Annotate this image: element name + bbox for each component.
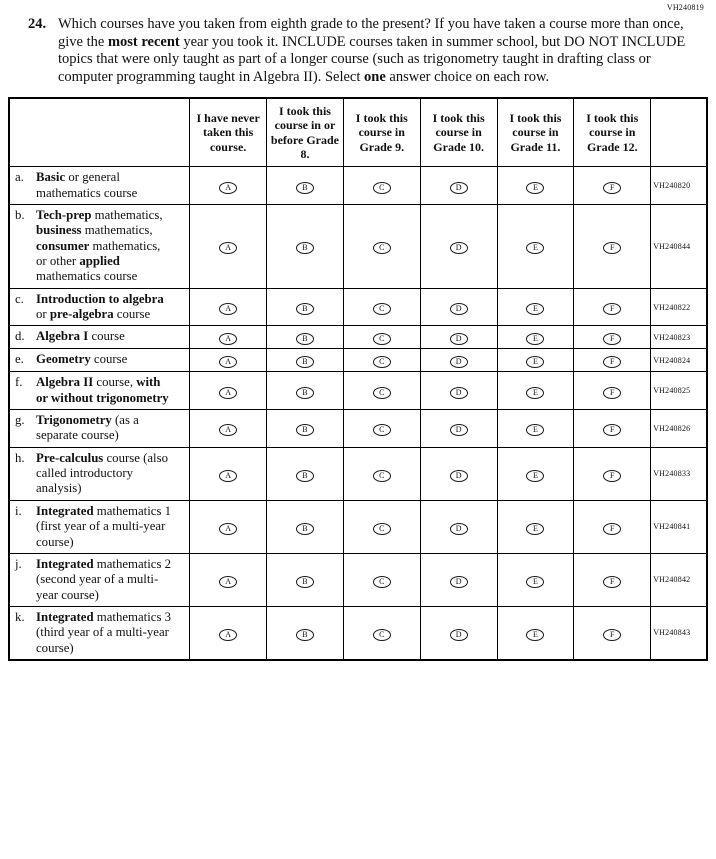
row-accession-code: VH240820 xyxy=(651,167,707,205)
answer-cell xyxy=(497,288,574,326)
answer-bubble-f[interactable]: F xyxy=(603,523,621,535)
text-part: course xyxy=(90,352,128,367)
answer-bubble-d[interactable]: D xyxy=(450,356,468,368)
answer-cell xyxy=(574,410,651,448)
course-label-text xyxy=(36,451,168,496)
text-part: applied xyxy=(79,254,120,269)
text-part: Integrated xyxy=(36,609,94,624)
answer-bubble-d[interactable]: D xyxy=(450,424,468,436)
answer-bubble-d[interactable]: D xyxy=(450,629,468,641)
course-row xyxy=(9,167,707,205)
answer-cell xyxy=(343,553,420,606)
course-label-text xyxy=(36,413,139,442)
answer-bubble-d[interactable]: D xyxy=(450,242,468,254)
course-row xyxy=(9,349,707,372)
answer-cell xyxy=(343,167,420,205)
answer-cell xyxy=(343,606,420,660)
text-part: pre-algebra xyxy=(49,307,114,322)
text-part: with or without trigonometry xyxy=(36,375,169,405)
text-part: course, xyxy=(93,375,137,390)
answer-cell xyxy=(267,553,344,606)
text-part: or general mathematics course xyxy=(36,170,138,200)
answer-cell xyxy=(574,372,651,410)
course-label-cell xyxy=(9,326,190,349)
table-header xyxy=(9,98,707,167)
answer-cell xyxy=(497,500,574,553)
text-part: Tech-prep xyxy=(36,208,92,222)
answer-cell xyxy=(574,205,651,289)
answer-cell xyxy=(190,447,267,500)
answer-cell xyxy=(574,288,651,326)
row-letter: c. xyxy=(15,291,24,306)
answer-bubble-a[interactable]: A xyxy=(219,387,237,399)
row-accession-code: VH240822 xyxy=(651,288,707,326)
column-header-never: I have never taken this course. xyxy=(190,98,267,167)
answer-bubble-c[interactable]: C xyxy=(373,470,391,482)
course-row xyxy=(9,500,707,553)
answer-cell xyxy=(190,500,267,553)
answer-cell xyxy=(343,349,420,372)
answer-cell xyxy=(343,288,420,326)
answer-cell xyxy=(420,410,497,448)
text-part: Geometry xyxy=(36,352,91,367)
answer-cell xyxy=(267,606,344,660)
text-part: or xyxy=(36,307,50,322)
text-part: Which courses have you taken from eighth grade to the present? If you have taken a course more than once, give the xyxy=(58,16,684,50)
answer-bubble-c[interactable]: C xyxy=(373,182,391,194)
answer-bubble-e[interactable]: E xyxy=(526,629,544,641)
text-part: mathematics, xyxy=(91,208,163,222)
text-part: mathematics course xyxy=(36,269,138,284)
row-accession-code: VH240826 xyxy=(651,410,707,448)
text-part: mathematics, or other xyxy=(36,238,161,269)
header-row xyxy=(9,98,707,167)
text-part: Algebra II xyxy=(36,375,94,390)
answer-bubble-d[interactable]: D xyxy=(450,182,468,194)
course-label-text xyxy=(36,170,137,199)
answer-bubble-d[interactable]: D xyxy=(450,333,468,345)
answer-cell xyxy=(190,349,267,372)
answer-bubble-c[interactable]: C xyxy=(373,424,391,436)
answer-bubble-d[interactable]: D xyxy=(450,303,468,315)
answer-cell xyxy=(497,326,574,349)
text-part: Integrated xyxy=(36,556,94,571)
course-label-text xyxy=(36,329,125,343)
row-accession-code: VH240844 xyxy=(651,205,707,289)
answer-bubble-f[interactable]: F xyxy=(603,387,621,399)
answer-bubble-a[interactable]: A xyxy=(219,333,237,345)
answer-bubble-f[interactable]: F xyxy=(603,470,621,482)
answer-cell xyxy=(267,372,344,410)
answer-bubble-a[interactable]: A xyxy=(219,182,237,194)
answer-cell xyxy=(343,410,420,448)
answer-bubble-c[interactable]: C xyxy=(373,387,391,399)
course-label-cell xyxy=(9,372,190,410)
course-label-text xyxy=(36,352,127,366)
row-letter: a. xyxy=(15,170,24,185)
course-label-cell xyxy=(9,288,190,326)
text-part: Integrated xyxy=(36,503,94,518)
answer-bubble-b[interactable]: B xyxy=(296,356,314,368)
answer-cell xyxy=(343,372,420,410)
text-part: one xyxy=(364,69,386,86)
answer-bubble-a[interactable]: A xyxy=(219,629,237,641)
text-part: course xyxy=(113,307,151,322)
course-row xyxy=(9,326,707,349)
answer-cell xyxy=(190,288,267,326)
answer-bubble-e[interactable]: E xyxy=(526,470,544,482)
answer-bubble-a[interactable]: A xyxy=(219,356,237,368)
answer-bubble-e[interactable]: E xyxy=(526,523,544,535)
answer-bubble-a[interactable]: A xyxy=(219,523,237,535)
answer-bubble-e[interactable]: E xyxy=(526,356,544,368)
answer-bubble-a[interactable]: A xyxy=(219,576,237,588)
answer-cell xyxy=(497,205,574,289)
answer-cell xyxy=(190,167,267,205)
answer-bubble-b[interactable]: B xyxy=(296,470,314,482)
answer-bubble-f[interactable]: F xyxy=(603,629,621,641)
question-number: 24. xyxy=(28,16,47,32)
answer-cell xyxy=(574,447,651,500)
answer-bubble-e[interactable]: E xyxy=(526,242,544,254)
answer-cell xyxy=(343,326,420,349)
answer-cell xyxy=(574,606,651,660)
answer-cell xyxy=(267,326,344,349)
answer-bubble-a[interactable]: A xyxy=(219,303,237,315)
text-part: (as a separate course) xyxy=(36,413,139,443)
column-header-grade12: I took this course in Grade 12. xyxy=(574,98,651,167)
answer-bubble-c[interactable]: C xyxy=(373,356,391,368)
column-header-grade10: I took this course in Grade 10. xyxy=(420,98,497,167)
answer-cell xyxy=(574,326,651,349)
row-letter: k. xyxy=(15,609,25,624)
answer-bubble-a[interactable]: A xyxy=(219,470,237,482)
answer-cell xyxy=(420,167,497,205)
course-label-cell xyxy=(9,205,190,289)
course-label-cell xyxy=(9,167,190,205)
course-label-cell xyxy=(9,349,190,372)
row-letter: g. xyxy=(15,413,25,428)
answer-cell xyxy=(343,500,420,553)
answer-bubble-c[interactable]: C xyxy=(373,576,391,588)
answer-bubble-e[interactable]: E xyxy=(526,333,544,345)
course-grid-table xyxy=(8,97,708,661)
row-accession-code: VH240842 xyxy=(651,553,707,606)
answer-bubble-b[interactable]: B xyxy=(296,387,314,399)
answer-bubble-a[interactable]: A xyxy=(219,242,237,254)
answer-cell xyxy=(267,410,344,448)
answer-cell xyxy=(267,447,344,500)
answer-cell xyxy=(497,349,574,372)
answer-cell xyxy=(420,205,497,289)
course-label-text xyxy=(36,610,171,655)
answer-bubble-c[interactable]: C xyxy=(373,629,391,641)
answer-bubble-c[interactable]: C xyxy=(373,303,391,315)
answer-cell xyxy=(420,606,497,660)
answer-cell xyxy=(190,326,267,349)
answer-cell xyxy=(497,410,574,448)
header-empty-code xyxy=(651,98,707,167)
answer-bubble-f[interactable]: F xyxy=(603,356,621,368)
course-row xyxy=(9,553,707,606)
row-accession-code: VH240833 xyxy=(651,447,707,500)
course-row xyxy=(9,205,707,289)
row-letter: f. xyxy=(15,375,23,390)
answer-cell xyxy=(574,167,651,205)
answer-bubble-b[interactable]: B xyxy=(296,576,314,588)
text-part: consumer xyxy=(36,238,90,253)
course-label-cell xyxy=(9,447,190,500)
row-accession-code: VH240825 xyxy=(651,372,707,410)
course-row xyxy=(9,447,707,500)
answer-bubble-d[interactable]: D xyxy=(450,387,468,399)
answer-bubble-e[interactable]: E xyxy=(526,576,544,588)
text-part: Trigonometry xyxy=(36,413,112,428)
answer-cell xyxy=(420,349,497,372)
course-row xyxy=(9,606,707,660)
text-part: mathematics, xyxy=(81,223,153,238)
text-part: Pre-calculus xyxy=(36,450,104,465)
answer-cell xyxy=(267,205,344,289)
answer-bubble-f[interactable]: F xyxy=(603,576,621,588)
answer-bubble-d[interactable]: D xyxy=(450,576,468,588)
course-label-text xyxy=(36,208,163,283)
answer-bubble-a[interactable]: A xyxy=(219,424,237,436)
row-accession-code: VH240841 xyxy=(651,500,707,553)
text-part: year you took it. INCLUDE courses taken in summer school, but DO NOT INCLUDE topics that were only taught as part of a longer course (such as trigonometry taught in drafting class or computer programming taught in Algebra II). Select xyxy=(58,33,686,86)
text-part: answer choice on each row. xyxy=(385,69,550,86)
column-header-grade11: I took this course in Grade 11. xyxy=(497,98,574,167)
course-label-text xyxy=(36,557,171,602)
column-header-grade8: I took this course in or before Grade 8. xyxy=(267,98,344,167)
answer-bubble-c[interactable]: C xyxy=(373,333,391,345)
text-part: Basic xyxy=(36,170,66,185)
answer-cell xyxy=(190,606,267,660)
course-label-cell xyxy=(9,410,190,448)
answer-bubble-f[interactable]: F xyxy=(603,424,621,436)
row-letter: i. xyxy=(15,503,22,518)
answer-bubble-e[interactable]: E xyxy=(526,424,544,436)
question-block xyxy=(28,16,700,87)
answer-bubble-c[interactable]: C xyxy=(373,523,391,535)
answer-cell xyxy=(420,326,497,349)
text-part: business xyxy=(36,223,82,238)
row-accession-code: VH240824 xyxy=(651,349,707,372)
answer-cell xyxy=(267,167,344,205)
course-label-cell xyxy=(9,553,190,606)
course-label-cell xyxy=(9,606,190,660)
answer-cell xyxy=(420,372,497,410)
row-accession-code: VH240823 xyxy=(651,326,707,349)
answer-cell xyxy=(267,288,344,326)
course-label-text xyxy=(36,375,169,404)
answer-cell xyxy=(190,372,267,410)
answer-cell xyxy=(420,447,497,500)
answer-bubble-e[interactable]: E xyxy=(526,182,544,194)
text-part: course xyxy=(88,329,125,344)
course-label-text xyxy=(36,504,171,549)
answer-bubble-b[interactable]: B xyxy=(296,424,314,436)
text-part: mathematics 2 (second year of a multi-year course) xyxy=(36,556,172,602)
course-row xyxy=(9,288,707,326)
answer-bubble-d[interactable]: D xyxy=(450,523,468,535)
answer-cell xyxy=(343,205,420,289)
answer-cell xyxy=(190,410,267,448)
answer-bubble-f[interactable]: F xyxy=(603,303,621,315)
text-part: most recent xyxy=(107,33,180,50)
answer-bubble-b[interactable]: B xyxy=(296,303,314,315)
answer-cell xyxy=(267,349,344,372)
table-body xyxy=(9,167,707,660)
row-letter: d. xyxy=(15,329,25,344)
answer-cell xyxy=(497,553,574,606)
page-accession-code: VH240819 xyxy=(666,3,704,12)
row-letter: j. xyxy=(15,556,22,571)
answer-bubble-e[interactable]: E xyxy=(526,303,544,315)
row-letter: h. xyxy=(15,450,25,465)
row-accession-code: VH240843 xyxy=(651,606,707,660)
answer-cell xyxy=(574,500,651,553)
answer-bubble-b[interactable]: B xyxy=(296,333,314,345)
course-row xyxy=(9,372,707,410)
text-part: Algebra I xyxy=(36,329,89,344)
course-row xyxy=(9,410,707,448)
answer-bubble-f[interactable]: F xyxy=(603,182,621,194)
answer-bubble-b[interactable]: B xyxy=(296,629,314,641)
answer-bubble-b[interactable]: B xyxy=(296,182,314,194)
answer-cell xyxy=(420,288,497,326)
header-empty-corner xyxy=(9,98,190,167)
answer-cell xyxy=(574,349,651,372)
answer-cell xyxy=(574,553,651,606)
answer-cell xyxy=(343,447,420,500)
text-part: Introduction to algebra xyxy=(36,291,164,306)
answer-bubble-c[interactable]: C xyxy=(373,242,391,254)
answer-cell xyxy=(420,553,497,606)
column-header-grade9: I took this course in Grade 9. xyxy=(343,98,420,167)
answer-cell xyxy=(190,553,267,606)
answer-bubble-e[interactable]: E xyxy=(526,387,544,399)
answer-cell xyxy=(497,167,574,205)
row-letter: b. xyxy=(15,208,25,222)
answer-cell xyxy=(420,500,497,553)
answer-bubble-d[interactable]: D xyxy=(450,470,468,482)
answer-cell xyxy=(497,372,574,410)
text-part: course (also called introductory analysis) xyxy=(36,450,168,496)
course-label-text xyxy=(36,292,164,321)
course-label-cell xyxy=(9,500,190,553)
answer-bubble-f[interactable]: F xyxy=(603,242,621,254)
question-text xyxy=(58,16,700,87)
answer-cell xyxy=(497,447,574,500)
answer-bubble-f[interactable]: F xyxy=(603,333,621,345)
answer-cell xyxy=(267,500,344,553)
row-letter: e. xyxy=(15,352,24,367)
answer-cell xyxy=(497,606,574,660)
answer-bubble-b[interactable]: B xyxy=(296,523,314,535)
text-part: mathematics 1 (first year of a multi-year course) xyxy=(36,503,172,549)
answer-cell xyxy=(190,205,267,289)
text-part: mathematics 3 (third year of a multi-year course) xyxy=(36,609,172,655)
answer-bubble-b[interactable]: B xyxy=(296,242,314,254)
